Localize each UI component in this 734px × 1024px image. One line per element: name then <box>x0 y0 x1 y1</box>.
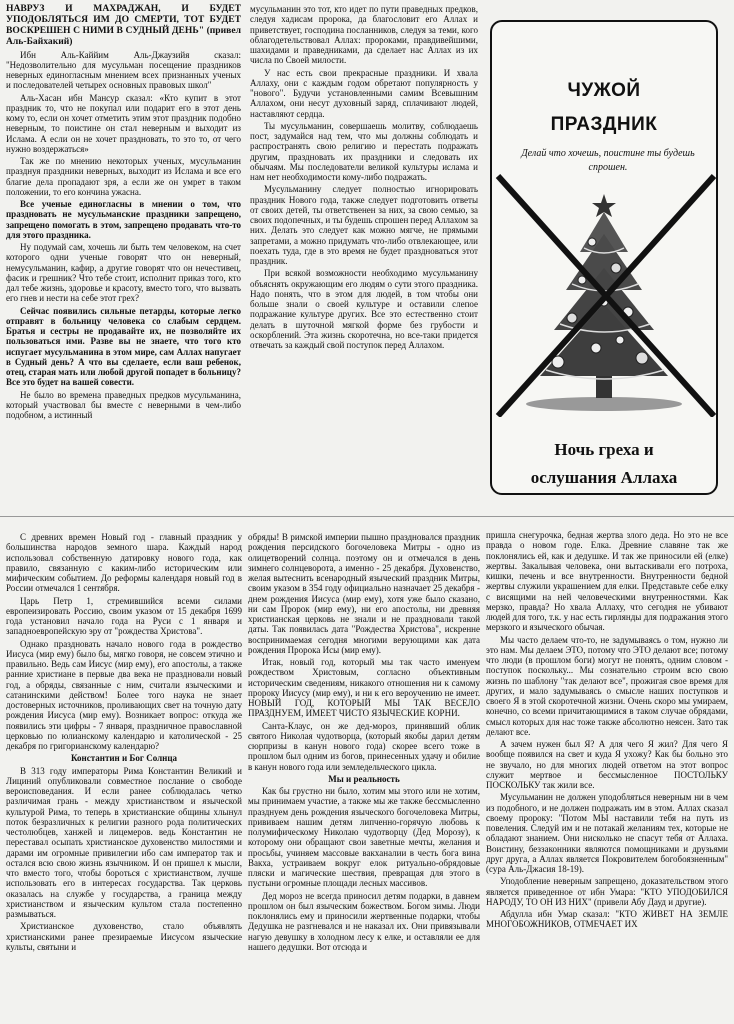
col1-paragraph: НАВРУЗ И МАХРАДЖАН, И БУДЕТ УПОДОБЛЯТЬСЯ ИМ ДО СМЕРТИ, ТОТ БУДЕТ ВОСКРЕШЕН С НИМИ В СУДНЫЙ ДЕНЬ" (привел Аль-Байхакий) <box>6 4 241 47</box>
col1-paragraph: Не было во времена праведных предков мусульманина, который участвовал бы вместе с неверными в чем-либо подобном, а истинный <box>6 389 241 421</box>
cover-title-line1: ЧУЖОЙ <box>567 80 641 101</box>
col5-paragraph: Мы часто делаем что-то, не задумываясь о том, нужно ли это нам. Мы делаем ЭТО, потому что ЭТО делают все; потому что люди (в прошлом боги) могут не понять, одним словом - поступок поскольку... Мы сознательно строим всю свою жизнь по шаблону "так делают все", прожигая свое время для других, и мало задумываясь о смысле наших поступков и своего Я в этой скоротечной жизни. Очень скоро мы умираем, конечно, со всеми причитающимися в таком случае обрядами, смысл которых для нас тоже также абсолютно неясен. Зато так делают все. <box>486 634 728 737</box>
col5-paragraph: пришла снегурочка, бедная жертва злого деда. Но это не все правда о новом годе. Елка. Древние славяне так же поклонялись ей, как и дедушке. И так же приносили ей (елке) жертвы. Закалывая человека, они вытаскивали его потроха, кишки, печень и все внутренности. Внутренности бедной жертвы служили украшением для елки. Представьте себе елку с висящими на ней человеческими внутренностями. Как мерзко, правда? Но хвала Аллаху, что сегодня не убивают людей для того, т.к. у нас есть гирлянды для подражания этого мерзкого и языческого обычая. <box>486 530 728 633</box>
col3-paragraph: Царь Петр 1, стремившийся всеми силами европеизировать Россию, своим указом от 15 декабря 1699 года установил начало года на Руси с 1 января и западноевропейскую эру от "рождества Христова". <box>6 595 242 637</box>
col4-paragraph: обряды! В римской империи пышно праздновался праздник рождения персидского богочеловека Митры - одно из олицетворений солнца. поэтому он и отмечался в день зимнего солнцеворота, а именно - 25 декабря. Духовенство, желая вытеснить всенародный языческий праздник Митры, своим указом в 354 году официально назначает 25 декабря - днем рождения Иисуса (мир ему), хотя уже было сказано, ни сам Пророк (мир ему), ни его апостолы, ни древняя христианская церковь не знали и не праздновали такой даты. Так появилась дата "Рождества Христова", искренне воспринимаемая сегодня многими верующими как дата рождения Пророка Исы (мир ему). <box>248 532 480 655</box>
col5-paragraph: Мусульманин не должен уподобляться неверным ни в чем из подобного, и не должен подражать им в этом. Аллах сказал своему пророку: "Потом МЫ наставили тебя на путь из повеления. Следуй им и не потакай желаниям тех, которые не обладают знанием. Они нисколько не спасут тебя от Аллаха. Воистину, беззаконники являются помощниками и друзьями друг друга, а Аллах является Покровителем богобоязненным" (сура Аль-Джасия 18-19). <box>486 792 728 874</box>
col5-paragraph: Абдулла ибн Умар сказал: "КТО ЖИВЕТ НА ЗЕМЛЕ МНОГОБОЖНИКОВ, ОТМЕЧАЕТ ИХ <box>486 909 728 930</box>
column-2-text <box>250 4 478 434</box>
column-5-text <box>486 530 728 1022</box>
horizontal-fold-divider <box>0 516 734 517</box>
col1-paragraph: Ну подумай сам, хочешь ли быть тем человеком, на счет которого одни ученые говорят что он неверный, немусульманин, кафир, а другие говорят что он нечестивец, фасик и грешник? Что тебе стоит, исполнит приказ того, кто дал тебе жизнь, здоровье и красоту, вместо того, что вызвать его гнев и нести на себе этот грех? <box>6 242 241 304</box>
col3-paragraph: Однако праздновать начало нового года в рождество Иисуса (мир ему) было бы, мягко говоря, не совсем этично и правильно. Ведь сам Иисус (мир ему), его апостолы, а также ранние христиане в первые два века не праздновали новый год, а обряды, связанные с ним, считали языческими и сатанинскими действом! Более того наука не знает достоверных источников, проливающих свет на точную дату рождения Иисуса (мир ему). Возникает вопрос: откуда же появились эти цифры - 7 января, праздничное православной церковью по юлианскому календарю и католической - 25 декабря по григорианскому календарю? <box>6 638 242 751</box>
col1-paragraph: Ибн Аль-Каййим Аль-Джаузийя сказал: "Недозволительно для мусульман посещение праздников неверных единогласным мнением всех признанных ученых и последователей четырех основных правовых школ" <box>6 49 241 91</box>
col3-paragraph: Константин и Бог Солнца <box>70 753 178 764</box>
cover-title-line2: ПРАЗДНИК <box>550 114 658 135</box>
col2-paragraph: Мусульманину следует полностью игнорировать праздник Нового года, также следует подготовить ответы от своих детей, ты ответственен за них, за свою семью, за своих подопечных, и ты будешь спрошен перед Аллахом за них. Делать это следует как можно мягче, не прямыми запретами, а можно придумать что-либо отвлекающее, или поехать туда, где в это время не будет праздноваться этот праздник. <box>250 184 478 266</box>
col5-paragraph: Уподобление неверным запрещено, доказательством этого является приведенное от ибн Умара: "КТО УПОДОБИЛСЯ НАРОДУ, ТО ОН ИЗ НИХ" (привели Абу Дауд и другие). <box>486 876 728 907</box>
col2-paragraph: Ты мусульманин, совершаешь молитву, соблюдаешь пост, задумайся над тем, что мы должны соблюдать и распространять свою религию и перестать подражать другим, праздновать их праздники и следовать их обычаям. Мы последователи великой культуры ислама и нам нет необходимости кому-либо подражать. <box>250 120 478 182</box>
col1-paragraph: Все ученые единогласны в мнении о том, что праздновать не мусульманские праздники запрещено, запрещено помогать в этом, запрещено продавать что-то для этого праздника. <box>6 199 241 240</box>
col4-paragraph: Санта-Клаус, он же дед-мороз, принявший облик святого Николая чудотворца, (который якобы дарил детям сюрпризы в канун нового года) скорее всего тоже в прошлом был одним из богов, принесенных удачу и обилие в канун нового года или земледельческого цикла. <box>248 720 480 772</box>
col3-paragraph: С древних времен Новый год - главный праздник у большинства народов земного шара. Каждый народ использовал собственную датировку нового года, как правило, связанную с каким-либо историческим или мифическим событием. До реформы календаря новый год в России отмечался 1 сентября. <box>6 532 242 594</box>
cover-subtitle-line2: ослушания Аллаха <box>530 468 678 487</box>
col3-paragraph: Христианское духовенство, стало объявлять христианскими ранее презираемые Иисусом языческие культы, святыни и <box>6 921 242 952</box>
col1-paragraph: Так же по мнению некоторых ученых, мусульманин празднуя праздники неверных, выходит из Ислама и все его благие дела пропадают зря, а если же он умрет в таком положении, то его кончина ужасна. <box>6 156 241 197</box>
cover-subtitle-line1: Ночь греха и <box>554 440 654 459</box>
col4-paragraph: Мы и реальность <box>328 773 400 784</box>
col4-paragraph: Дед мороз не всегда приносил детям подарки, в давнем прошлом он был языческим божеством. Богом зимы. Люди поклонялись ему и приносили жертвенные подарки, чтобы Дедушка не разгневался и не наказал их. Они привязывали нагую девушку в холодном лесу к елке, и оставляли ее для нашего дедушки. Вот отсюда и <box>248 890 480 952</box>
column-3-text <box>6 532 242 1022</box>
col4-paragraph: Итак, новый год, который мы так часто именуем рождеством Христовым, согласно объективным историческим сведениям, никакого отношения ни к самому пророку Иисусу (мир ему), и ни к его вероучению не имеет. НОВЫЙ ГОД, КОТОРЫЙ МЫ ТАК ВЕСЕЛО ПРАЗДНУЕМ, ИМЕЕТ ЧИСТО ЯЗЫЧЕСКИЕ КОРНИ. <box>248 657 480 719</box>
column-1-text <box>6 4 241 506</box>
crossed-out-christmas-tree-image <box>492 172 720 417</box>
column-4-text <box>248 532 480 1022</box>
col4-paragraph: Как бы грустно ни было, хотим мы этого или не хотим, мы принимаем участие, а также мы же также бессмысленно празднуем день рождения языческого богочеловека Митры, прививаем нашим детям липченно-горячую любовь к полумифическому Николаю чудотворцу (Дед Морозу), к которому они обращают свои заветные мечты, желания и просьбы, учиняем массовые вакханалии в честь бога вина Вакха, устраиваем вокруг елок ритуально-обрядовые пляски и магические шествия, превращая для этого в пустыни огромные площади лесных массивов. <box>248 786 480 889</box>
col5-paragraph: А зачем нужен был Я? А для чего Я жил? Для чего Я вообще появился на свет и куда Я ухожу? Как бы больно это не звучало, но для многих людей ответом на этот вопрос служит мертвое и бессмысленное ПОСТОЛЬКУ ПОСКОЛЬКУ так жили все. <box>486 739 728 790</box>
col2-paragraph: мусульманин это тот, кто идет по пути праведных предков, следуя хадисам пророка, да благословит его Аллах и приветствует, господина посланников, следуя за теми, кого облагодетельствовал Аллах: пророками, правдивейшими, шахидами и праведниками, да сделает нас Аллах из их числа по Своей милости. <box>250 4 478 66</box>
col2-paragraph: При всякой возможности необходимо мусульманину объяснять окружающим его людям о сути этого праздника. Надо понять, что в этом для людей, в том чтобы они больше знали о своей культуре и оставили слепое подражание культуре других. Все это естественно стоит делать в шуточной мягкой форме без грубости и оскорблений. Эта жизнь скоротечна, но все-таки придется отвечать за каждый свой поступок перед Аллахом. <box>250 268 478 350</box>
col1-paragraph: Сейчас появились сильные петарды, которые легко отправят в больницу человека со слабым сердцем. Братья и сестры не продавайте их, не позволяйте их пользоваться ими. Разве вы не знаете, что того кто испугает мусульманина в этом мире, сам Аллах напугает в Судный день? А что вы сделаете, если ваш ребенок, отец, старая мать или любой другой попадет в больницу? Все это будет на вашей совести. <box>6 305 241 388</box>
col3-paragraph: В 313 году императоры Рима Константин Великий и Лициний опубликовали совместное послание о свободе вероисповедания. И если ранее соблюдалась четко различимая грань - между христианством и языческой культурой Рима, то теперь в христианские общины хлынул поток безразличных к религии разного рода политических честолюбцев, ханжей и лицемеров. ведь Константин не переставал осыпать христианское духовенство милостями и дарами им огромные привилегии ибо сам император так и остался всю свою жизнь язычником. И он пришел к мысли, что вместо того, чтобы бороться с христианством, лучше использовать его в интересах государства. Так церковь оказалась на службе у государства, а граница между христианством и языческим культом стала постепенно размываться. <box>6 765 242 919</box>
col2-paragraph: У нас есть свои прекрасные праздники. И хвала Аллаху, они с каждым годом обретают популярность у "нового". Будучи установленными самим Всевышним Аллахом, они несут духовный заряд, сплачивают людей, наставляют сердца. <box>250 67 478 119</box>
cover-panel <box>490 20 718 495</box>
col1-paragraph: Аль-Хасан ибн Мансур сказал: «Кто купит в этот праздник то, что не покупал или подарит его в этот день кому то, если он хочет отметить этим этот праздник подобно неверным, то поистине он стал неверным и выходит из Ислама. А если он не хочет праздновать, то это то, от чего нужно воздержаться» <box>6 92 241 154</box>
cover-quote: Делай что хочешь, поистине ты будешь спрошен. <box>521 148 695 173</box>
